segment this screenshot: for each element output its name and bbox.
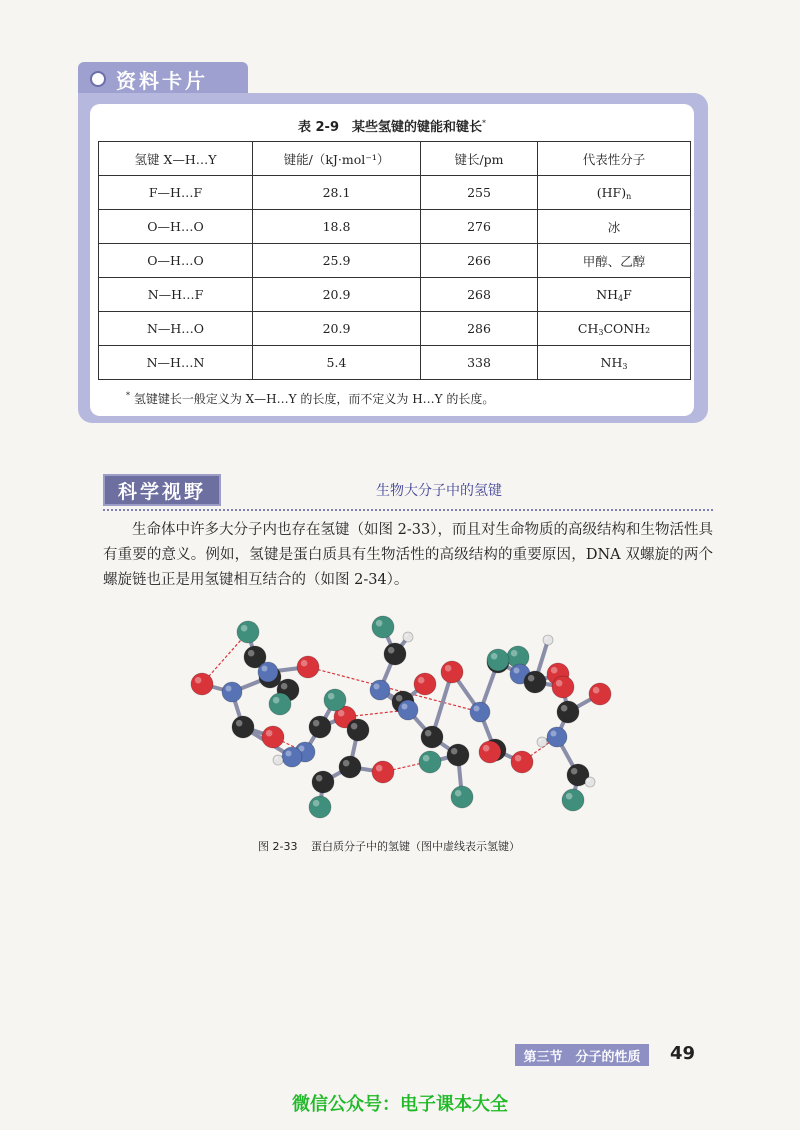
cell-bond: O—H…O — [99, 244, 253, 278]
atom-nitrogen — [222, 682, 242, 702]
cell-bond: N—H…O — [99, 312, 253, 346]
atom-highlight — [566, 793, 573, 800]
header-length: 键长/pm — [421, 142, 538, 176]
atom-carbon — [524, 671, 546, 693]
atom-nitrogen — [282, 747, 302, 767]
atom-highlight — [571, 768, 578, 775]
atom-highlight — [418, 677, 425, 684]
table-row — [99, 346, 691, 380]
watermark-text: 微信公众号：电子课本大全 — [292, 1094, 508, 1115]
cell-molecule: $CH_3CONH_2$ — [538, 312, 691, 346]
atom-highlight — [281, 683, 288, 690]
table-row — [99, 312, 691, 346]
footer-section-label: 第三节 分子的性质 — [515, 1044, 649, 1066]
atom-highlight — [388, 647, 395, 654]
page-number: 49 — [670, 1043, 696, 1064]
cell-length: 276 — [421, 210, 538, 244]
cell-bond: F—H…F — [99, 176, 253, 210]
atom-carbon — [557, 701, 579, 723]
atom-nitrogen — [370, 680, 390, 700]
body-paragraph: 生命体中许多大分子内也存在氢键（如图 2-33），而且对生命物质的高级结构和生物活性具有重要的意义。例如，氢键是蛋白质具有生物活性的高级结构的重要原因，DNA 双螺旋的两个螺旋链也正是用氢键相互结合的（如图 2-34）。 — [103, 522, 713, 588]
atom-highlight — [593, 687, 600, 694]
atom-carbon — [339, 756, 361, 778]
atom-nitrogen — [398, 700, 418, 720]
atom-side-chain — [419, 751, 441, 773]
atom-highlight — [396, 695, 403, 702]
atom-hydrogen — [537, 737, 547, 747]
atom-highlight — [376, 620, 383, 627]
atom-highlight — [402, 704, 408, 710]
atom-carbon — [312, 771, 334, 793]
atom-carbon — [347, 719, 369, 741]
figure-caption-text: 蛋白质分子中的氢键（图中虚线表示氢键） — [310, 840, 520, 853]
cell-molecule: 甲醇、乙醇 — [538, 244, 691, 278]
atom-highlight — [241, 625, 248, 632]
atom-highlight — [266, 730, 273, 737]
atom-carbon — [447, 744, 469, 766]
atom-highlight — [376, 765, 383, 772]
atom-highlight — [491, 653, 498, 660]
atom-highlight — [539, 739, 542, 742]
hydrogen-bond-table — [98, 141, 691, 380]
atom-highlight — [313, 720, 320, 727]
figure-number: 图 2-33 — [258, 840, 298, 853]
atom-highlight — [328, 693, 335, 700]
info-card-tab — [78, 62, 248, 96]
atom-highlight — [286, 751, 292, 757]
atom-carbon — [384, 643, 406, 665]
table-row — [99, 176, 691, 210]
atom-side-chain — [324, 689, 346, 711]
atom-oxygen — [479, 741, 501, 763]
atom-highlight — [556, 680, 563, 687]
atom-side-chain — [269, 693, 291, 715]
cell-energy: 28.1 — [253, 176, 421, 210]
cell-bond: N—H…N — [99, 346, 253, 380]
cell-molecule: $NH_4F$ — [538, 278, 691, 312]
table-row — [99, 278, 691, 312]
table-row — [99, 244, 691, 278]
atom-hydrogen — [585, 777, 595, 787]
atom-highlight — [514, 668, 520, 674]
atom-highlight — [236, 720, 243, 727]
atom-highlight — [423, 755, 430, 762]
atom-highlight — [248, 650, 255, 657]
atom-highlight — [338, 710, 345, 717]
table-title-mark: * — [482, 118, 486, 128]
atom-highlight — [545, 637, 548, 640]
atom-highlight — [445, 665, 452, 672]
dotted-divider — [103, 509, 713, 511]
info-card-label: 资料卡片 — [116, 68, 208, 93]
footnote-mark: * — [126, 391, 130, 400]
table-footnote — [126, 390, 494, 407]
atom-hydrogen — [543, 635, 553, 645]
atom-oxygen — [441, 661, 463, 683]
atom-side-chain — [237, 621, 259, 643]
atom-highlight — [511, 650, 518, 657]
atom-highlight — [226, 686, 232, 692]
atom-oxygen — [511, 751, 533, 773]
science-view-label: 科学视野 — [117, 480, 206, 503]
atom-highlight — [343, 760, 350, 767]
atom-carbon — [232, 716, 254, 738]
atom-side-chain — [487, 649, 509, 671]
footnote-text: 氢键键长一般定义为 X—H…Y 的长度，而不定义为 H…Y 的长度。 — [133, 392, 495, 406]
table-title — [90, 116, 694, 135]
atom-highlight — [273, 697, 280, 704]
atom-highlight — [262, 666, 268, 672]
atom-oxygen — [589, 683, 611, 705]
section-heading: 生物大分子中的氢键 — [376, 483, 502, 499]
atom-side-chain — [451, 786, 473, 808]
cell-energy: 25.9 — [253, 244, 421, 278]
header-energy: 键能/（kJ·mol⁻¹） — [253, 142, 421, 176]
atom-side-chain — [309, 796, 331, 818]
atom-highlight — [451, 748, 458, 755]
cell-length: 255 — [421, 176, 538, 210]
atom-highlight — [275, 757, 278, 760]
cell-molecule: 冰 — [538, 210, 691, 244]
tab-bullet-icon — [90, 71, 106, 87]
atom-highlight — [474, 706, 480, 712]
figure-caption — [258, 838, 520, 854]
atom-highlight — [551, 667, 558, 674]
atom-hydrogen — [273, 755, 283, 765]
table-header-row — [99, 142, 691, 176]
atom-highlight — [515, 755, 522, 762]
atom-highlight — [195, 677, 202, 684]
atom-highlight — [551, 731, 557, 737]
atom-highlight — [351, 723, 358, 730]
atom-highlight — [483, 745, 490, 752]
atom-oxygen — [191, 673, 213, 695]
science-view-tag — [103, 474, 221, 506]
atom-highlight — [374, 684, 380, 690]
atom-hydrogen — [403, 632, 413, 642]
atom-oxygen — [297, 656, 319, 678]
atom-highlight — [587, 779, 590, 782]
atom-carbon — [309, 716, 331, 738]
cell-energy: 18.8 — [253, 210, 421, 244]
atom-oxygen — [552, 676, 574, 698]
atom-highlight — [561, 705, 568, 712]
cell-length: 266 — [421, 244, 538, 278]
atom-highlight — [528, 675, 535, 682]
cell-molecule: $NH_3$ — [538, 346, 691, 380]
atom-nitrogen — [547, 727, 567, 747]
atom-carbon — [421, 726, 443, 748]
cell-bond: O—H…O — [99, 210, 253, 244]
atom-highlight — [405, 634, 408, 637]
atom-oxygen — [414, 673, 436, 695]
atom-nitrogen — [258, 662, 278, 682]
atom-highlight — [425, 730, 432, 737]
table-row — [99, 210, 691, 244]
cell-length: 268 — [421, 278, 538, 312]
cell-length: 338 — [421, 346, 538, 380]
atom-side-chain — [372, 616, 394, 638]
atom-highlight — [455, 790, 462, 797]
header-bond: 氢键 X—H…Y — [99, 142, 253, 176]
atom-oxygen — [262, 726, 284, 748]
header-molecule: 代表性分子 — [538, 142, 691, 176]
protein-hydrogen-bond-figure — [180, 612, 620, 832]
cell-length: 286 — [421, 312, 538, 346]
atom-highlight — [301, 660, 308, 667]
cell-molecule: $(HF)_n$ — [538, 176, 691, 210]
cell-energy: 20.9 — [253, 312, 421, 346]
cell-energy: 5.4 — [253, 346, 421, 380]
atom-highlight — [313, 800, 320, 807]
atom-nitrogen — [470, 702, 490, 722]
atom-oxygen — [372, 761, 394, 783]
atom-side-chain — [562, 789, 584, 811]
cell-bond: N—H…F — [99, 278, 253, 312]
table-title-text: 表 2-9 某些氢键的键能和键长 — [297, 120, 482, 135]
cell-energy: 20.9 — [253, 278, 421, 312]
atom-highlight — [316, 775, 323, 782]
